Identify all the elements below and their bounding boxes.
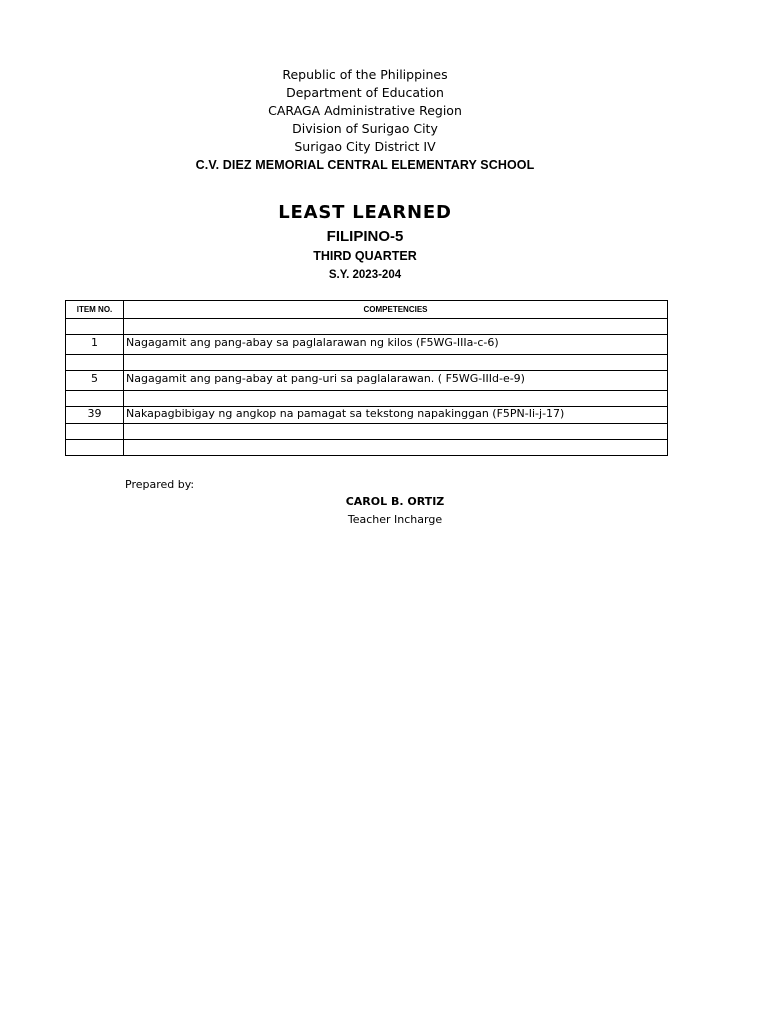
header-district: Surigao City District IV xyxy=(294,139,436,154)
table-cell xyxy=(66,319,124,335)
report-quarter: THIRD QUARTER xyxy=(313,249,417,263)
table-cell xyxy=(66,440,124,456)
competency-text: Nagagamit ang pang-abay sa paglalarawan ng kilos (F5WG-IIIa-c-6) xyxy=(124,335,668,355)
table-row-empty xyxy=(66,319,668,335)
table-row xyxy=(66,407,668,424)
header-region: CARAGA Administrative Region xyxy=(268,103,462,118)
table-row xyxy=(66,335,668,355)
table-cell xyxy=(124,424,668,440)
table-cell xyxy=(66,355,124,371)
report-title: LEAST LEARNED xyxy=(278,202,452,223)
signatory xyxy=(0,494,768,530)
header-country: Republic of the Philippines xyxy=(282,67,448,82)
table-cell xyxy=(66,391,124,407)
table-row xyxy=(66,371,668,391)
table-cell xyxy=(124,319,668,335)
report-subject: FILIPINO-5 xyxy=(326,228,404,245)
column-header-item-no: ITEM NO. xyxy=(66,301,124,319)
school-name: C.V. DIEZ MEMORIAL CENTRAL ELEMENTARY SCHOOL xyxy=(195,158,535,172)
table-cell xyxy=(124,391,668,407)
header-division: Division of Surigao City xyxy=(292,121,438,136)
item-number: 39 xyxy=(66,407,124,424)
letterhead xyxy=(0,66,730,174)
table-cell xyxy=(124,440,668,456)
column-header-competencies: COMPETENCIES xyxy=(124,301,668,319)
table-cell xyxy=(66,424,124,440)
competencies-table xyxy=(65,300,668,456)
item-number: 1 xyxy=(66,335,124,355)
header-department: Department of Education xyxy=(286,85,444,100)
report-titles xyxy=(0,200,730,284)
item-number: 5 xyxy=(66,371,124,391)
table-header-row xyxy=(66,301,668,319)
table-row-empty xyxy=(66,440,668,456)
table-row-empty xyxy=(66,424,668,440)
report-school-year: S.Y. 2023-204 xyxy=(328,269,402,281)
table-row-empty xyxy=(66,355,668,371)
competency-text: Nagagamit ang pang-abay at pang-uri sa paglalarawan. ( F5WG-IIId-e-9) xyxy=(124,371,668,391)
signatory-name: CAROL B. ORTIZ xyxy=(345,495,445,508)
signatory-role: Teacher Incharge xyxy=(347,513,443,526)
competency-text: Nakapagbibigay ng angkop na pamagat sa tekstong napakinggan (F5PN-Ii-j-17) xyxy=(124,407,668,424)
prepared-by-label: Prepared by: xyxy=(125,478,195,491)
table-row-empty xyxy=(66,391,668,407)
table-cell xyxy=(124,355,668,371)
